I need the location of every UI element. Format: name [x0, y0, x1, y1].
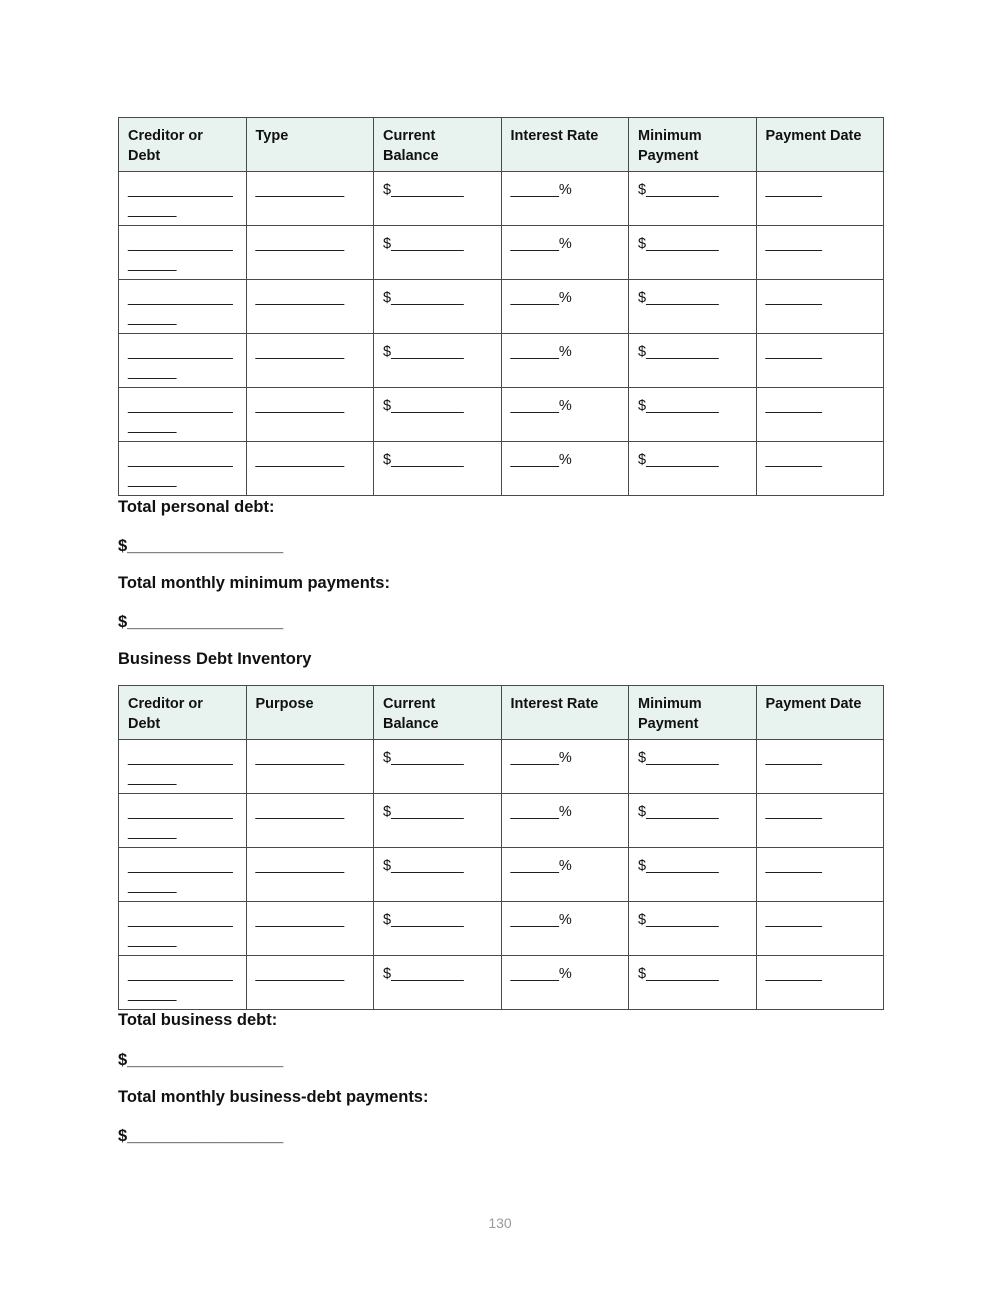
minimum-payment-field[interactable]: $_________: [629, 334, 757, 388]
type-field[interactable]: ___________: [246, 280, 374, 334]
total-business-debt-field[interactable]: $_________________: [118, 1051, 284, 1069]
interest-rate-field[interactable]: ______%: [501, 956, 629, 1010]
column-header-interest-rate: Interest Rate: [501, 686, 629, 740]
payment-date-field[interactable]: _______: [756, 740, 884, 794]
purpose-field[interactable]: ___________: [246, 848, 374, 902]
minimum-payment-field[interactable]: $_________: [629, 794, 757, 848]
purpose-field[interactable]: ___________: [246, 956, 374, 1010]
creditor-field[interactable]: ___________________: [119, 848, 247, 902]
minimum-payment-field[interactable]: $_________: [629, 442, 757, 496]
column-header-current-balance: Current Balance: [374, 686, 502, 740]
total-monthly-minimum-label: Total monthly minimum payments:: [118, 574, 390, 592]
table-row: [119, 388, 884, 442]
column-header-minimum-payment: Minimum Payment: [629, 686, 757, 740]
balance-field[interactable]: $_________: [374, 794, 502, 848]
balance-field[interactable]: $_________: [374, 280, 502, 334]
payment-date-field[interactable]: _______: [756, 172, 884, 226]
interest-rate-field[interactable]: ______%: [501, 226, 629, 280]
minimum-payment-field[interactable]: $_________: [629, 956, 757, 1010]
personal-debt-table: [118, 117, 884, 496]
minimum-payment-field[interactable]: $_________: [629, 848, 757, 902]
balance-field[interactable]: $_________: [374, 956, 502, 1010]
payment-date-field[interactable]: _______: [756, 794, 884, 848]
minimum-payment-field[interactable]: $_________: [629, 740, 757, 794]
interest-rate-field[interactable]: ______%: [501, 172, 629, 226]
interest-rate-field[interactable]: ______%: [501, 280, 629, 334]
interest-rate-field[interactable]: ______%: [501, 442, 629, 496]
column-header-current-balance: Current Balance: [374, 118, 502, 172]
type-field[interactable]: ___________: [246, 172, 374, 226]
creditor-field[interactable]: ___________________: [119, 794, 247, 848]
payment-date-field[interactable]: _______: [756, 442, 884, 496]
creditor-field[interactable]: ___________________: [119, 442, 247, 496]
business-debt-heading: Business Debt Inventory: [118, 650, 312, 668]
type-field[interactable]: ___________: [246, 442, 374, 496]
type-field[interactable]: ___________: [246, 334, 374, 388]
interest-rate-field[interactable]: ______%: [501, 388, 629, 442]
column-header-type: Type: [246, 118, 374, 172]
interest-rate-field[interactable]: ______%: [501, 902, 629, 956]
balance-field[interactable]: $_________: [374, 334, 502, 388]
type-field[interactable]: ___________: [246, 388, 374, 442]
minimum-payment-field[interactable]: $_________: [629, 902, 757, 956]
table-row: [119, 226, 884, 280]
payment-date-field[interactable]: _______: [756, 280, 884, 334]
purpose-field[interactable]: ___________: [246, 740, 374, 794]
column-header-minimum-payment: Minimum Payment: [629, 118, 757, 172]
column-header-purpose: Purpose: [246, 686, 374, 740]
creditor-field[interactable]: ___________________: [119, 172, 247, 226]
minimum-payment-field[interactable]: $_________: [629, 388, 757, 442]
total-monthly-minimum-field[interactable]: $_________________: [118, 613, 284, 631]
total-personal-debt-field[interactable]: $_________________: [118, 537, 284, 555]
payment-date-field[interactable]: _______: [756, 388, 884, 442]
payment-date-field[interactable]: _______: [756, 226, 884, 280]
column-header-payment-date: Payment Date: [756, 686, 884, 740]
creditor-field[interactable]: ___________________: [119, 226, 247, 280]
total-monthly-business-field[interactable]: $_________________: [118, 1127, 284, 1145]
minimum-payment-field[interactable]: $_________: [629, 280, 757, 334]
creditor-field[interactable]: ___________________: [119, 334, 247, 388]
column-header-creditor: Creditor or Debt: [119, 686, 247, 740]
creditor-field[interactable]: ___________________: [119, 956, 247, 1010]
purpose-field[interactable]: ___________: [246, 902, 374, 956]
column-header-payment-date: Payment Date: [756, 118, 884, 172]
table-header-row: [119, 118, 884, 172]
table-row: [119, 172, 884, 226]
creditor-field[interactable]: ___________________: [119, 740, 247, 794]
table-row: [119, 794, 884, 848]
business-debt-table: [118, 685, 884, 1010]
table-row: [119, 280, 884, 334]
interest-rate-field[interactable]: ______%: [501, 848, 629, 902]
balance-field[interactable]: $_________: [374, 740, 502, 794]
balance-field[interactable]: $_________: [374, 902, 502, 956]
payment-date-field[interactable]: _______: [756, 334, 884, 388]
interest-rate-field[interactable]: ______%: [501, 794, 629, 848]
payment-date-field[interactable]: _______: [756, 848, 884, 902]
total-monthly-business-label: Total monthly business-debt payments:: [118, 1088, 429, 1106]
balance-field[interactable]: $_________: [374, 172, 502, 226]
balance-field[interactable]: $_________: [374, 848, 502, 902]
balance-field[interactable]: $_________: [374, 388, 502, 442]
minimum-payment-field[interactable]: $_________: [629, 226, 757, 280]
table-header-row: [119, 686, 884, 740]
interest-rate-field[interactable]: ______%: [501, 334, 629, 388]
total-business-debt-label: Total business debt:: [118, 1011, 278, 1029]
type-field[interactable]: ___________: [246, 226, 374, 280]
page-number: 130: [488, 1215, 512, 1231]
table-row: [119, 740, 884, 794]
table-row: [119, 334, 884, 388]
balance-field[interactable]: $_________: [374, 442, 502, 496]
creditor-field[interactable]: ___________________: [119, 388, 247, 442]
minimum-payment-field[interactable]: $_________: [629, 172, 757, 226]
column-header-creditor: Creditor or Debt: [119, 118, 247, 172]
interest-rate-field[interactable]: ______%: [501, 740, 629, 794]
table-row: [119, 902, 884, 956]
payment-date-field[interactable]: _______: [756, 902, 884, 956]
payment-date-field[interactable]: _______: [756, 956, 884, 1010]
creditor-field[interactable]: ___________________: [119, 902, 247, 956]
balance-field[interactable]: $_________: [374, 226, 502, 280]
column-header-interest-rate: Interest Rate: [501, 118, 629, 172]
total-personal-debt-label: Total personal debt:: [118, 498, 275, 516]
purpose-field[interactable]: ___________: [246, 794, 374, 848]
table-row: [119, 442, 884, 496]
creditor-field[interactable]: ___________________: [119, 280, 247, 334]
table-row: [119, 848, 884, 902]
table-row: [119, 956, 884, 1010]
